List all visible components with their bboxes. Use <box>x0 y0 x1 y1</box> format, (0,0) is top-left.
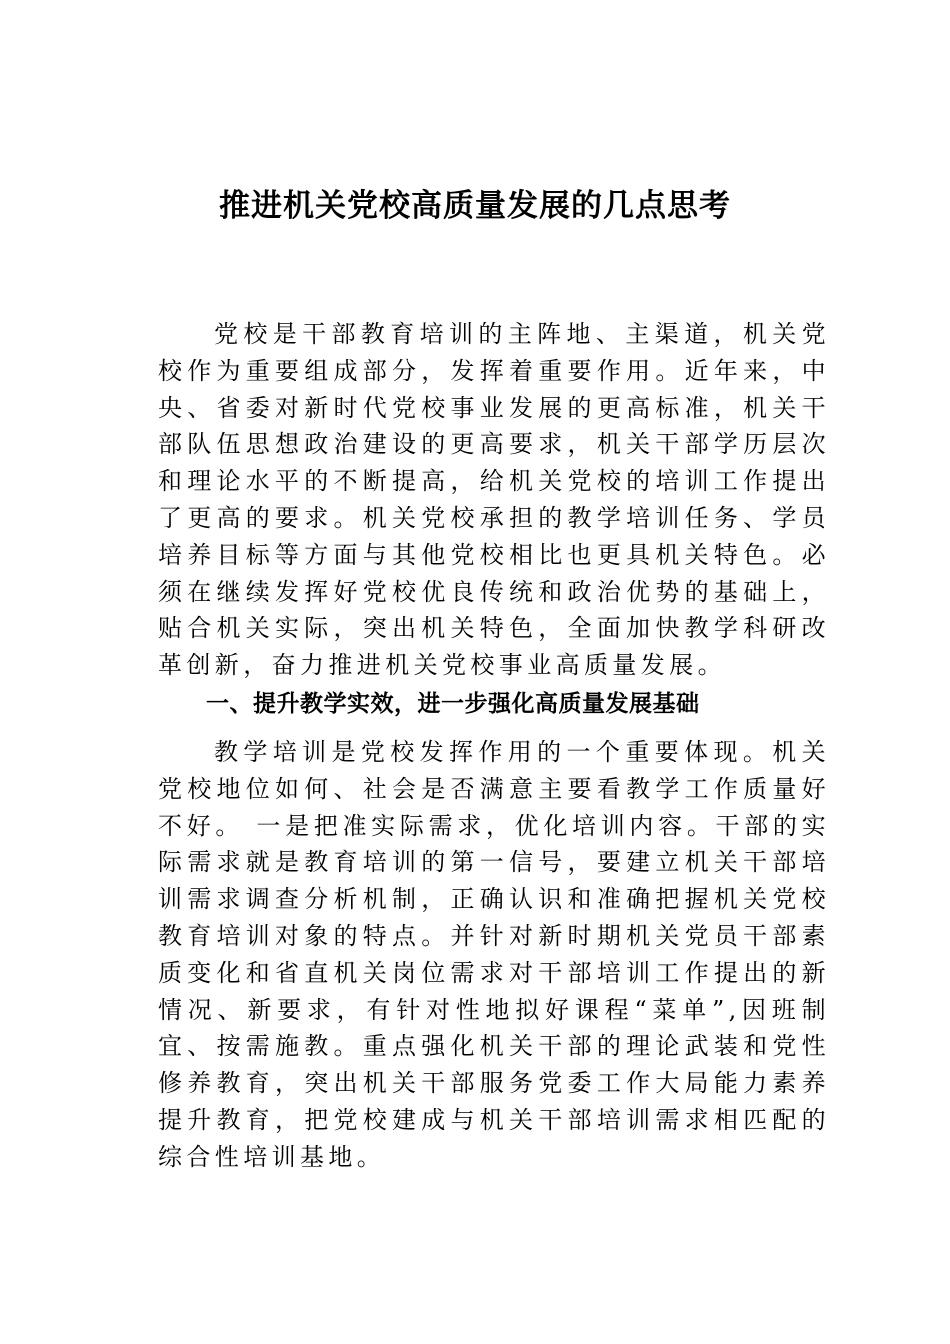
document-title: 推进机关党校高质量发展的几点思考 <box>219 188 731 224</box>
body-paragraph: 教学培训是党校发挥作用的一个重要体现。机关党校地位如何、社会是否满意主要看教学工作质量好不好。 一是把准实际需求，优化培训内容。干部的实际需求就是教育培训的第一信号，要建立机关干部培训需求调查分析机制，正确认识和准确把握机关党校教育培训对象的特点。并针对新时期机关党员干部素质变化和省直机关岗位需求对干部培训工作提出的新情况、新要求，有针对性地拟好课程“菜单”,因班制宜、按需施教。重点强化机关干部的理论武装和党性修养教育，突出机关干部服务党委工作大局能力素养提升教育，把党校建成与机关干部培训需求相匹配的综合性培训基地。 <box>158 738 830 1171</box>
section-heading: 一、提升教学实效，进一步强化高质量发展基础 <box>206 691 700 717</box>
intro-paragraph: 党校是干部教育培训的主阵地、主渠道，机关党校作为重要组成部分，发挥着重要作用。近年来，中央、省委对新时代党校事业发展的更高标准，机关干部队伍思想政治建设的更高要求，机关干部学历层次和理论水平的不断提高，给机关党校的培训工作提出了更高的要求。机关党校承担的教学培训任务、学员培养目标等方面与其他党校相比也更具机关特色。必须在继续发挥好党校优良传统和政治优势的基础上，贴合机关实际，突出机关特色，全面加快教学科研改革创新，奋力推进机关党校事业高质量发展。 <box>158 320 830 680</box>
